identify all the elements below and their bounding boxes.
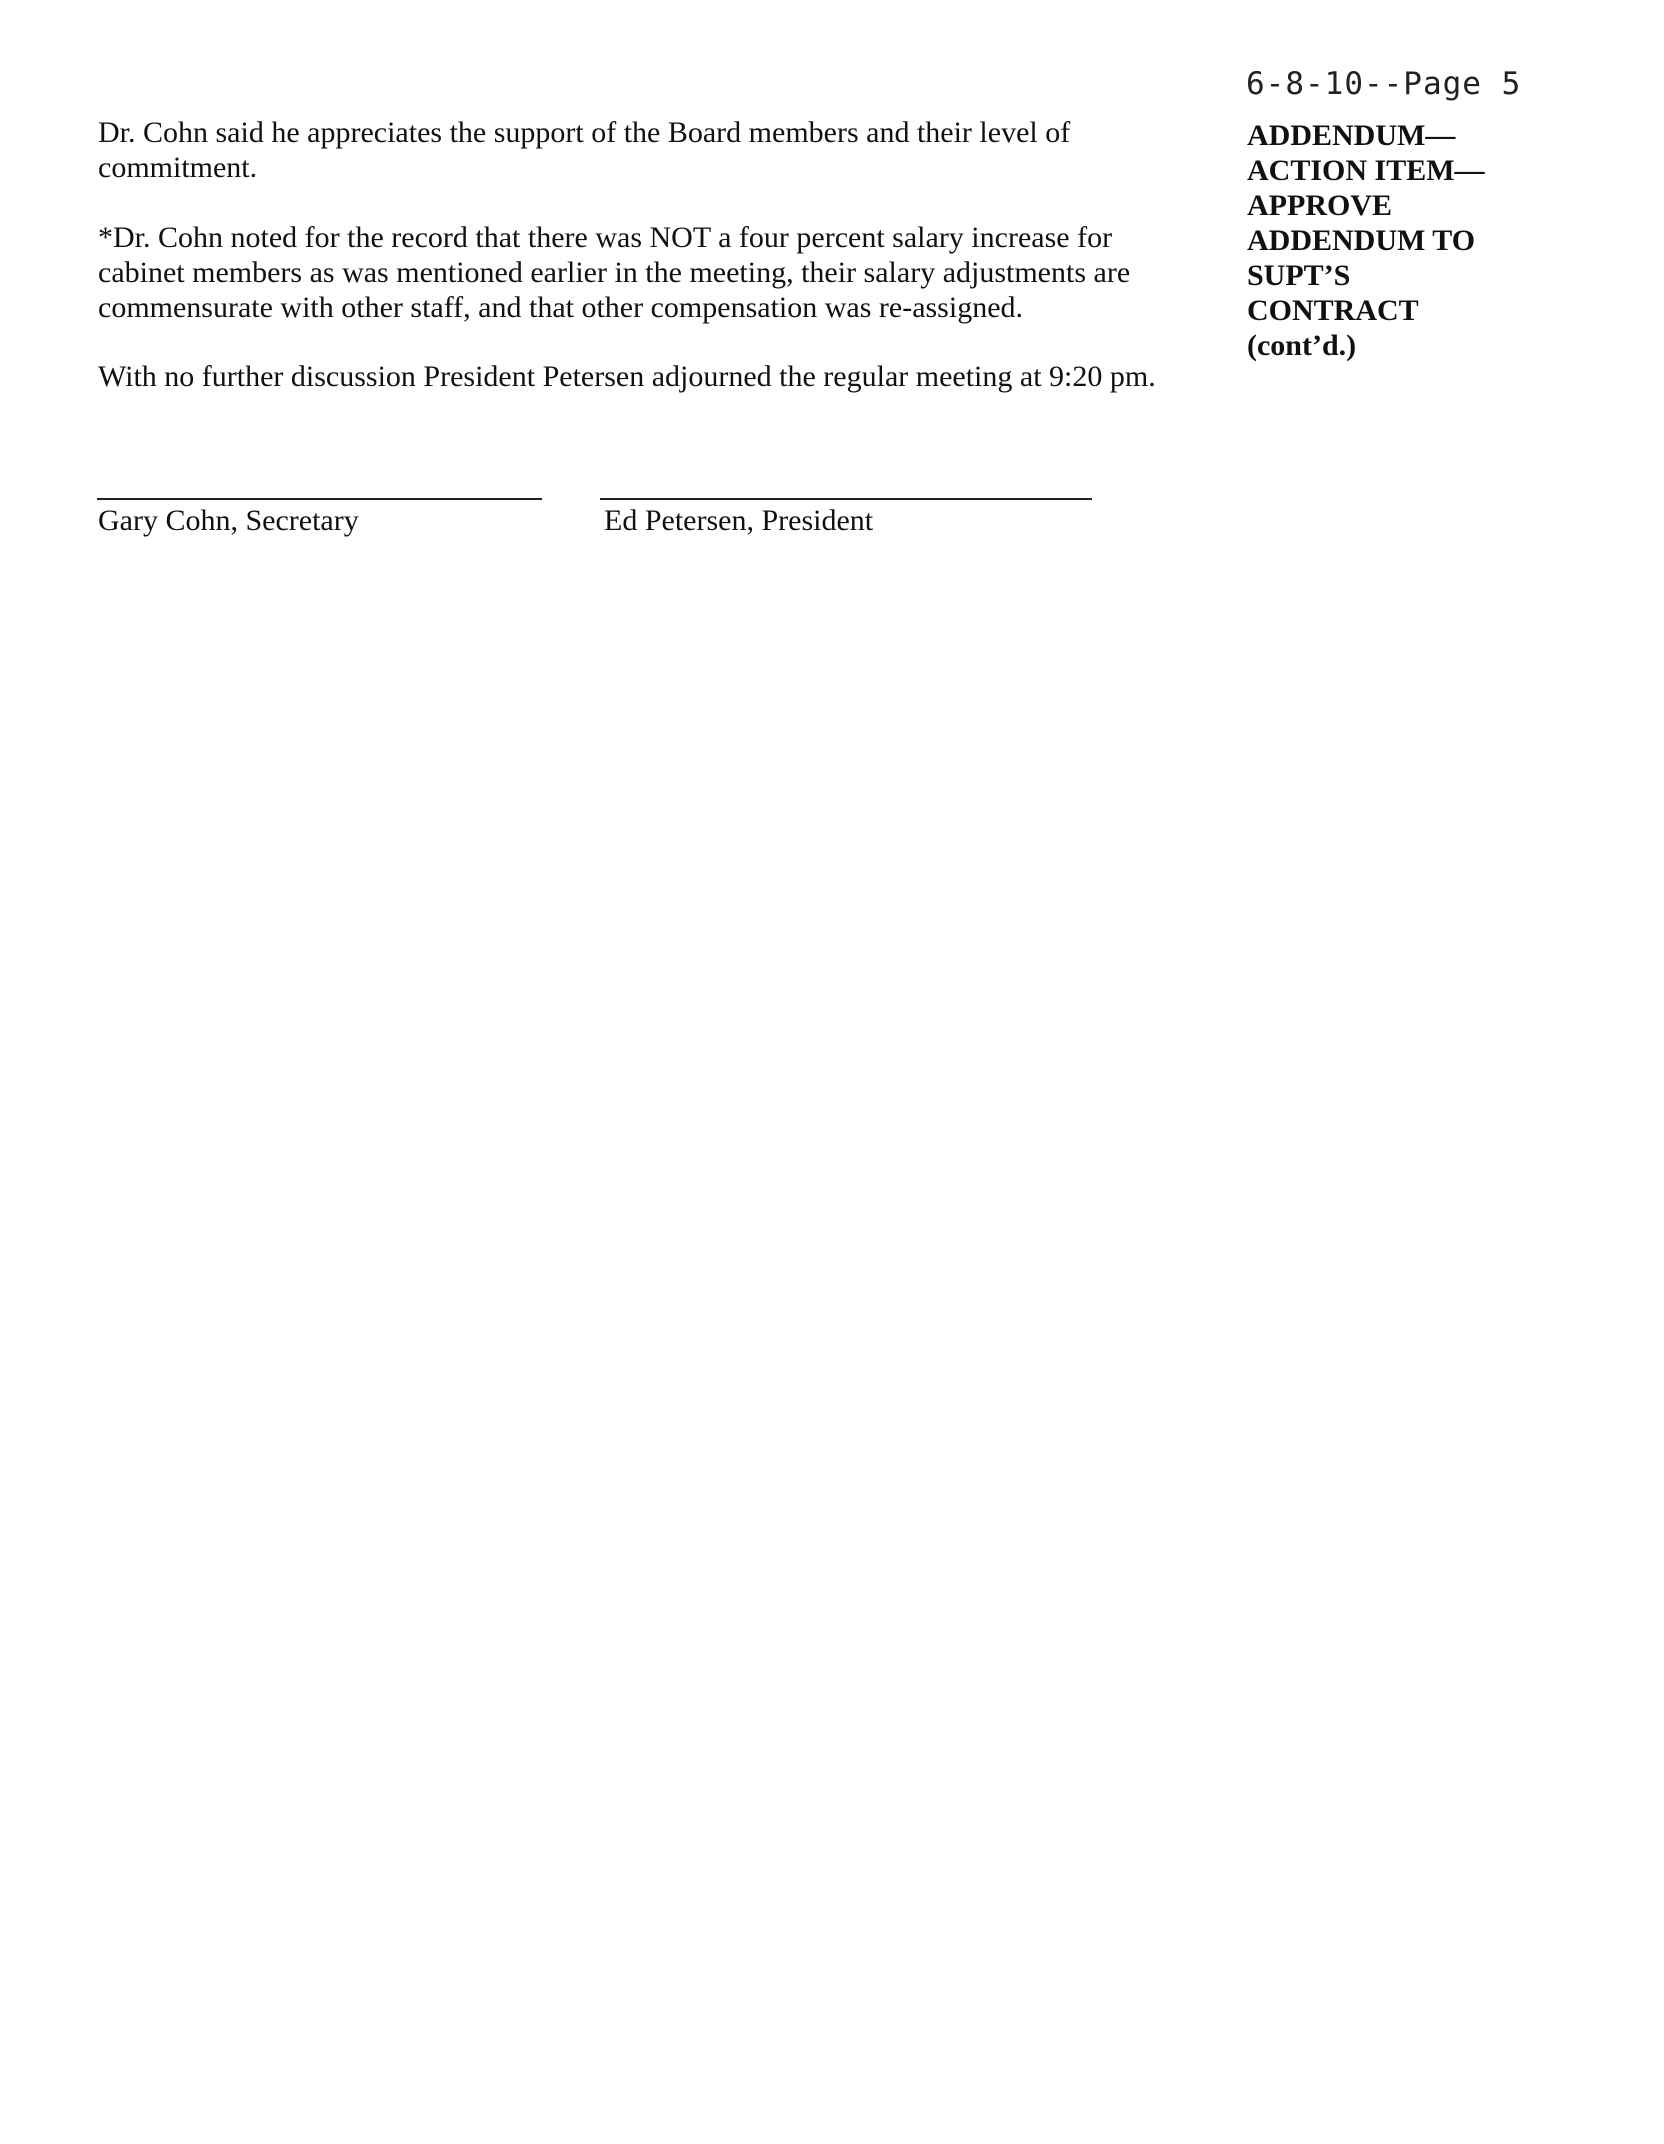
sidebar-heading — [1247, 118, 1547, 363]
paragraph-appreciation — [98, 115, 1198, 185]
paragraph-line: Dr. Cohn said he appreciates the support of the Board members and their level of — [98, 116, 1071, 149]
sidebar-heading-line: ACTION ITEM— — [1247, 154, 1485, 187]
page-number: 6-8-10--Page 5 — [1246, 66, 1522, 102]
paragraph-line: commensurate with other staff, and that other compensation was re-assigned. — [98, 291, 1024, 324]
sidebar-heading-line: SUPT’S — [1247, 259, 1351, 292]
paragraph-line: *Dr. Cohn noted for the record that there was NOT a four percent salary increase for — [98, 221, 1113, 254]
signature-line-secretary — [97, 498, 542, 500]
signature-name-secretary: Gary Cohn, Secretary — [98, 504, 359, 537]
paragraph-salary-note — [98, 220, 1198, 325]
sidebar-heading-line: (cont’d.) — [1247, 329, 1357, 362]
paragraph-line: cabinet members as was mentioned earlier in the meeting, their salary adjustments are — [98, 256, 1131, 289]
paragraph-adjournment — [98, 359, 1198, 394]
sidebar-heading-line: APPROVE — [1247, 189, 1392, 222]
paragraph-line: With no further discussion President Petersen adjourned the regular meeting at 9:20 pm. — [98, 360, 1156, 393]
sidebar-heading-line: ADDENDUM— — [1247, 119, 1456, 152]
signature-name-president: Ed Petersen, President — [604, 504, 874, 537]
signature-line-president — [600, 498, 1092, 500]
paragraph-line: commitment. — [98, 151, 258, 184]
sidebar-heading-line: CONTRACT — [1247, 294, 1419, 327]
sidebar-heading-line: ADDENDUM TO — [1247, 224, 1476, 257]
